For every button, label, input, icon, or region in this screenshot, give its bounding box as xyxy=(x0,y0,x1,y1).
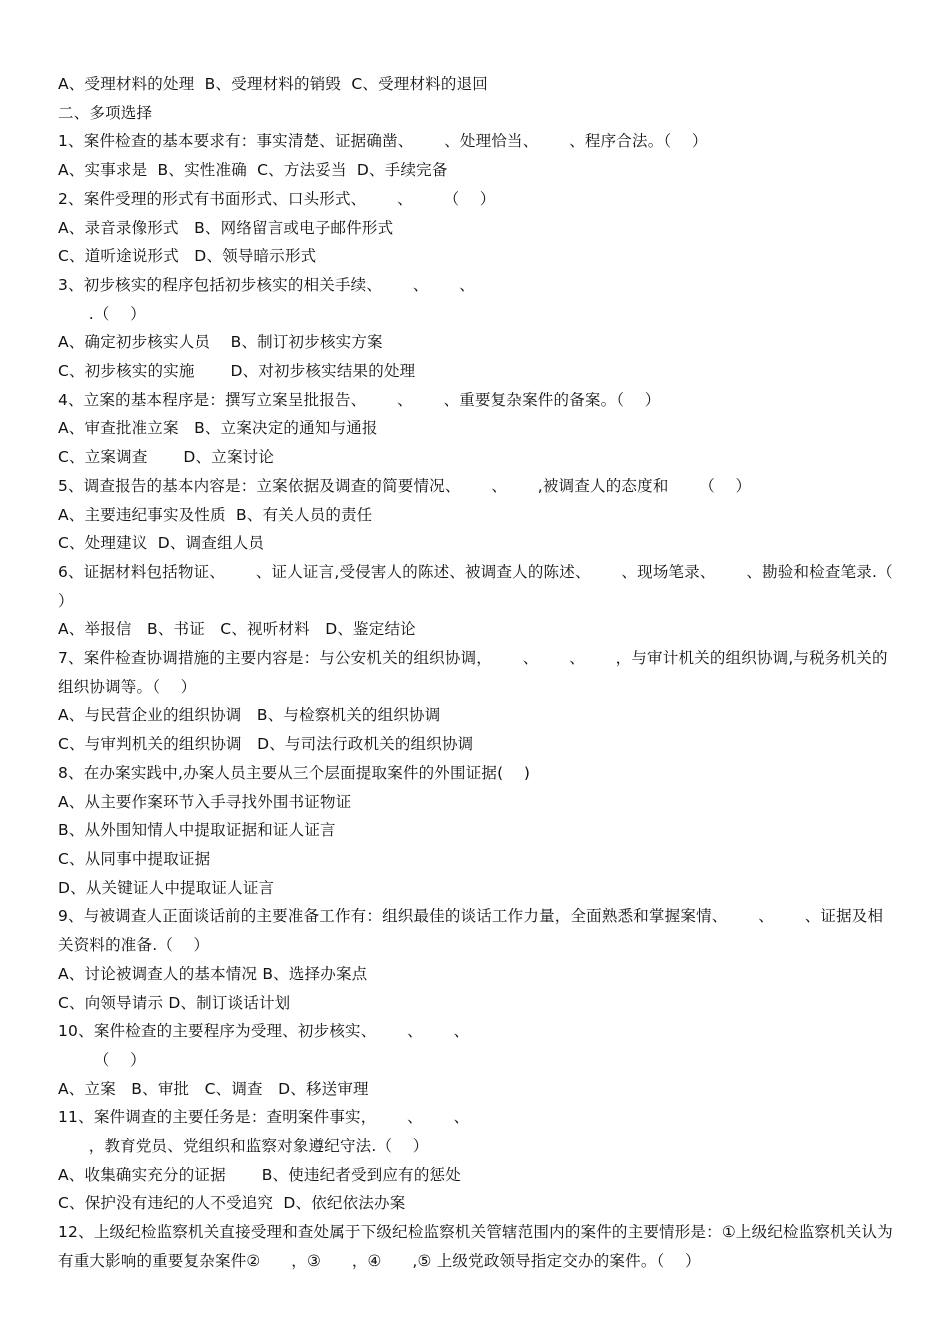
question-8-option-b: B、从外围知情人中提取证据和证人证言 xyxy=(58,821,336,840)
question-9-options-cd: C、向领导请示 D、制订谈话计划 xyxy=(58,993,291,1012)
question-11: 11、案件调查的主要任务是：查明案件事实， 、 、 xyxy=(58,1108,470,1127)
question-3: 3、初步核实的程序包括初步核实的相关手续、 、 、 xyxy=(58,275,475,294)
question-4: 4、立案的基本程序是：撰写立案呈批报告、 、 、重要复杂案件的备案。（ ） xyxy=(58,390,661,409)
section-heading: 二、多项选择 xyxy=(58,103,153,122)
question-12: 12、上级纪检监察机关直接受理和查处属于下级纪检监察机关管辖范围内的案件的主要情形是：①上级纪检监察机关认为有重大影响的重要复杂案件② ，③ ，④ ,⑤ 上级党政领导指定交办的案件。（ ） xyxy=(58,1223,893,1270)
question-10: 10、案件检查的主要程序为受理、初步核实、 、 、 xyxy=(58,1022,470,1041)
question-4-options-cd: C、立案调查 D、立案讨论 xyxy=(58,448,275,467)
question-5-options-cd: C、处理建议 D、调查组人员 xyxy=(58,534,265,553)
question-8-option-c: C、从同事中提取证据 xyxy=(58,849,211,868)
question-11-continued: ，教育党员、党组织和监察对象遵纪守法.（ ） xyxy=(58,1137,429,1156)
question-8: 8、在办案实践中,办案人员主要从三个层面提取案件的外围证据( ) xyxy=(58,763,531,782)
question-1: 1、案件检查的基本要求有：事实清楚、证据确凿、 、处理恰当、 、程序合法。（ ） xyxy=(58,132,708,151)
document-page xyxy=(58,70,914,1276)
question-2: 2、案件受理的形式有书面形式、口头形式、 、 （ ） xyxy=(58,189,496,208)
question-3-options-cd: C、初步核实的实施 D、对初步核实结果的处理 xyxy=(58,362,416,381)
question-5-options-ab: A、主要违纪事实及性质 B、有关人员的责任 xyxy=(58,505,373,524)
question-9-options-ab: A、讨论被调查人的基本情况 B、选择办案点 xyxy=(58,964,368,983)
question-1-options: A、实事求是 B、实性准确 C、方法妥当 D、手续完备 xyxy=(58,161,448,180)
question-7: 7、案件检查协调措施的主要内容是：与公安机关的组织协调， 、 、 ，与审计机关的组织协调,与税务机关的组织协调等。（ ） xyxy=(58,649,888,696)
question-2-options-cd: C、道听途说形式 D、领导暗示形式 xyxy=(58,247,317,266)
question-7-options-ab: A、与民营企业的组织协调 B、与检察机关的组织协调 xyxy=(58,706,441,725)
question-6: 6、证据材料包括物证、 、证人证言,受侵害人的陈述、被调查人的陈述、 、现场笔录、 、勘验和检查笔录.（ ） xyxy=(58,562,914,610)
question-4-options-ab: A、审查批准立案 B、立案决定的通知与通报 xyxy=(58,419,378,438)
option-line: A、受理材料的处理 B、受理材料的销毁 C、受理材料的退回 xyxy=(58,75,488,93)
question-3-continued: .（ ） xyxy=(58,304,146,323)
question-7-options-cd: C、与审判机关的组织协调 D、与司法行政机关的组织协调 xyxy=(58,735,474,754)
question-11-options-ab: A、收集确实充分的证据 B、使违纪者受到应有的惩处 xyxy=(58,1165,461,1184)
question-9: 9、与被调查人正面谈话前的主要准备工作有：组织最佳的谈话工作力量，全面熟悉和掌握案情、 、 、证据及相关资料的准备.（ ） xyxy=(58,907,884,955)
question-10-options: A、立案 B、审批 C、调查 D、移送审理 xyxy=(58,1079,369,1098)
question-6-options: A、举报信 B、书证 C、视听材料 D、鉴定结论 xyxy=(58,620,416,639)
question-8-option-d: D、从关键证人中提取证人证言 xyxy=(58,878,275,897)
question-10-continued: （ ） xyxy=(58,1050,146,1069)
question-3-options-ab: A、确定初步核实人员 B、制订初步核实方案 xyxy=(58,333,383,352)
question-11-options-cd: C、保护没有违纪的人不受追究 D、依纪依法办案 xyxy=(58,1194,406,1213)
question-8-option-a: A、从主要作案环节入手寻找外围书证物证 xyxy=(58,792,352,811)
question-5: 5、调查报告的基本内容是：立案依据及调查的简要情况、 、 ,被调查人的态度和 （ ） xyxy=(58,476,752,495)
question-2-options-ab: A、录音录像形式 B、网络留言或电子邮件形式 xyxy=(58,218,394,237)
